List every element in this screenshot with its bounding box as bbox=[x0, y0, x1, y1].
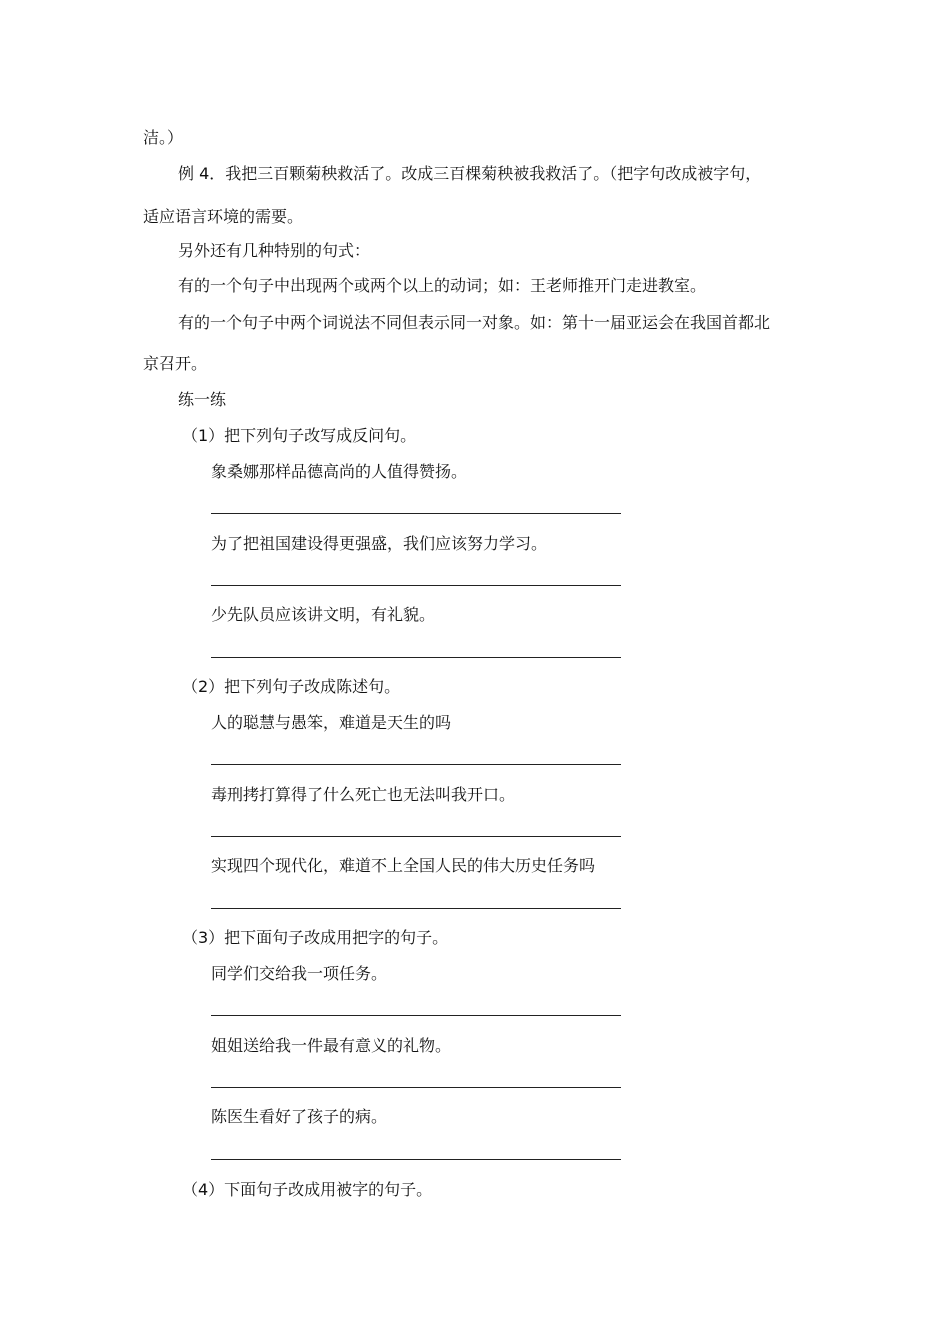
question-1-prompt: （1）把下列句子改写成反问句。 bbox=[182, 426, 417, 445]
question-1-item-1: 象桑娜那样品德高尚的人值得赞扬。 bbox=[211, 462, 468, 481]
question-3-item-3: 陈医生看好了孩子的病。 bbox=[211, 1107, 388, 1126]
answer-line bbox=[211, 1087, 621, 1088]
question-4-prompt: （4）下面句子改成用被字的句子。 bbox=[182, 1180, 433, 1199]
question-3-item-1: 同学们交给我一项任务。 bbox=[211, 964, 388, 983]
answer-line bbox=[211, 1159, 621, 1160]
question-3-item-2: 姐姐送给我一件最有意义的礼物。 bbox=[211, 1036, 452, 1055]
answer-line bbox=[211, 1015, 621, 1016]
practice-heading: 练一练 bbox=[178, 390, 227, 409]
question-2-item-3: 实现四个现代化，难道不上全国人民的伟大历史任务吗 bbox=[211, 856, 596, 875]
question-2-prompt: （2）把下列句子改成陈述句。 bbox=[182, 677, 401, 696]
answer-line bbox=[211, 585, 621, 586]
answer-line bbox=[211, 513, 621, 514]
answer-line bbox=[211, 908, 621, 909]
question-2-item-2: 毒刑拷打算得了什么死亡也无法叫我开口。 bbox=[211, 785, 516, 804]
special-sentence-1: 有的一个句子中出现两个或两个以上的动词；如：王老师推开门走进教室。 bbox=[178, 276, 707, 295]
special-sentence-2-line-2: 京召开。 bbox=[143, 354, 208, 373]
answer-line bbox=[211, 836, 621, 837]
question-3-prompt: （3）把下面句子改成用把字的句子。 bbox=[182, 928, 449, 947]
example-4-line-2: 适应语言环境的需要。 bbox=[143, 207, 304, 226]
answer-line bbox=[211, 657, 621, 658]
question-1-item-3: 少先队员应该讲文明，有礼貌。 bbox=[211, 605, 436, 624]
answer-line bbox=[211, 764, 621, 765]
special-sentence-intro: 另外还有几种特别的句式： bbox=[178, 241, 371, 260]
paragraph-continuation: 洁。） bbox=[143, 128, 184, 147]
special-sentence-2-line-1: 有的一个句子中两个词说法不同但表示同一对象。如：第十一届亚运会在我国首都北 bbox=[178, 313, 771, 332]
question-1-item-2: 为了把祖国建设得更强盛，我们应该努力学习。 bbox=[211, 534, 548, 553]
question-2-item-1: 人的聪慧与愚笨，难道是天生的吗 bbox=[211, 713, 452, 732]
example-4-line-1: 例 4．我把三百颗菊秧救活了。改成三百棵菊秧被我救活了。（把字句改成被字句， bbox=[178, 164, 762, 183]
